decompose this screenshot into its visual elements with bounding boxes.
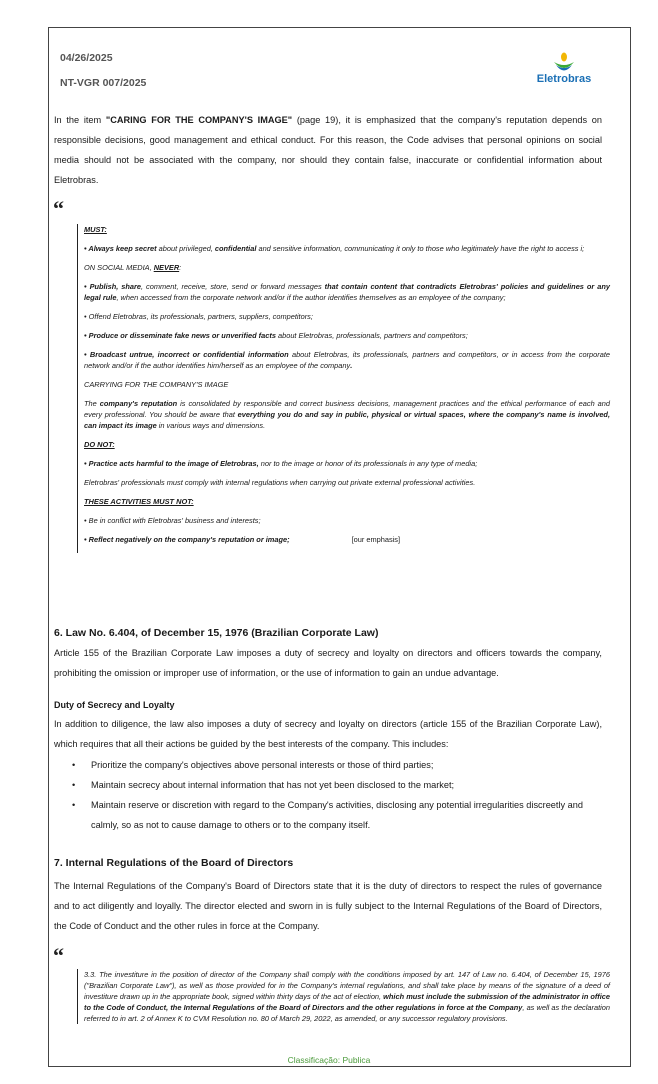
intro-post: (page 19), it is emphasized that the company's reputation depends on responsible decisions, good management and ethical conduct. For this reason, the Code advises that personal opinions on social media should not be associated with the company, nor should they contain false, inaccurate or confidential information about Eletrobras. <box>54 115 602 185</box>
social-item-2: • Offend Eletrobras, its professionals, partners, suppliers, competitors; <box>84 312 313 321</box>
list-item: • Maintain secrecy about internal information that has not yet been disclosed to the market; <box>72 780 455 790</box>
logo-icon <box>551 52 577 74</box>
duty-bullet-list <box>54 755 602 835</box>
duty-subtitle: Duty of Secrecy and Loyalty <box>54 700 175 710</box>
eletrobras-logo <box>528 52 600 92</box>
caring-heading: CARRYING FOR THE COMPANY'S IMAGE <box>84 380 229 389</box>
header-date: 04/26/2025 <box>60 52 113 64</box>
intro-pre: In the item <box>54 115 106 125</box>
social-item-1: • Publish, share, comment, receive, store, send or forward messages that contain content that contradicts Eletrobras' policies and guidelines or any legal rule, when accessed from the corporate network and/or if the author identifies themselves as an employee of the company; <box>84 282 610 302</box>
donot-item-1: • Practice acts harmful to the image of Eletrobras, nor to the image or honor of its professionals in any type of media; <box>84 459 478 468</box>
section-7-paragraph: The Internal Regulations of the Company's Board of Directors state that it is the duty of directors to respect the rules of governance and to act diligently and loyally. The director elected and sworn in is fully subject to the Internal Regulations of the Board of Directors, the Code of Conduct and the other rules in force at the Company. <box>54 881 602 931</box>
code-quote <box>77 224 610 553</box>
quote-mark-1: “ <box>53 196 64 221</box>
duty-paragraph: In addition to diligence, the law also imposes a duty of secrecy and loyalty on directors (article 155 of the Brazilian Corporate Law), which requires that all their actions be guided by the best interests of the company. This includes: <box>54 719 602 749</box>
quote-mark-2: “ <box>53 943 64 968</box>
intro-item-title: "CARING FOR THE COMPANY'S IMAGE" <box>105 115 293 125</box>
activities-item-1: • Be in conflict with Eletrobras' business and interests; <box>84 516 261 525</box>
must-heading: MUST: <box>84 225 107 234</box>
logo-text: Eletrobras <box>536 73 592 85</box>
activities-heading: THESE ACTIVITIES MUST NOT: <box>84 497 194 506</box>
must-item: • Always keep secret about privileged, confidential and sensitive information, communicating it only to those who legitimately have the right to access i; <box>84 244 585 253</box>
donot-heading: DO NOT: <box>84 440 115 449</box>
social-item-4: • Broadcast untrue, incorrect or confidential information about Eletrobras, its professionals, partners and competitors, or in access from the corporate network and/or if the author identifies him/herself as an employee of the company. <box>84 350 610 370</box>
social-heading: ON SOCIAL MEDIA, NEVER: <box>84 263 182 272</box>
social-item-3: • Produce or disseminate fake news or unverified facts about Eletrobras, professionals, partners and competitors; <box>84 331 468 340</box>
list-item: • Prioritize the company's objectives above personal interests or those of third parties; <box>72 760 434 770</box>
section-6-title: 6. Law No. 6.404, of December 15, 1976 (Brazilian Corporate Law) <box>54 627 379 639</box>
donot-item-2: Eletrobras' professionals must comply with internal regulations when carrying out private external professional activities. <box>84 478 476 487</box>
header-doc-code: NT-VGR 007/2025 <box>60 77 147 89</box>
regulation-quote: 3.3. The investiture in the position of director of the Company shall comply with the conditions imposed by art. 147 of Law no. 6.404, of December 15, 1976 ("Brazilian Corporate Law"), as well as those provided for in the Company's internal regulations, and shall take place by means of the signature of a deed of investiture drawn up in the appropriate book, signed within thirty days of the act of election, which must include the submission of the administrator in office to the Code of Conduct, the Internal Regulations of the Board of Directors and the other regulations in force at the Company, as well as the declaration referred to in art. 2 of Annex K to CVM Resolution no. 80 of March 29, 2022, as amended, or any successor regulatory provisions. <box>77 969 610 1024</box>
intro-paragraph <box>54 110 602 190</box>
list-item: • Maintain reserve or discretion with regard to the Company's activities, disclosing any potential irregularities discreetly and calmly, so as not to cause damage to others or to the company itself. <box>72 800 583 830</box>
caring-text: The company's reputation is consolidated by responsible and correct business decisions, management practices and the ethical performance of each and every professional. You should be aware that everything you do and say in public, physical or virtual spaces, where the company's name is involved, can impact its image in various ways and dimensions. <box>84 399 611 430</box>
section-6-paragraph: Article 155 of the Brazilian Corporate Law imposes a duty of secrecy and loyalty on directors and officers towards the company, prohibiting the omission or improper use of information, or the use of information to gain an undue advantage. <box>54 648 602 678</box>
emphasis-note: [our emphasis] <box>351 535 401 544</box>
activities-item-2: • Reflect negatively on the company's reputation or image; [our emphasis] <box>84 535 401 544</box>
section-7-title: 7. Internal Regulations of the Board of Directors <box>54 857 294 869</box>
classification-footer: Classificação: Publica <box>287 1055 371 1065</box>
